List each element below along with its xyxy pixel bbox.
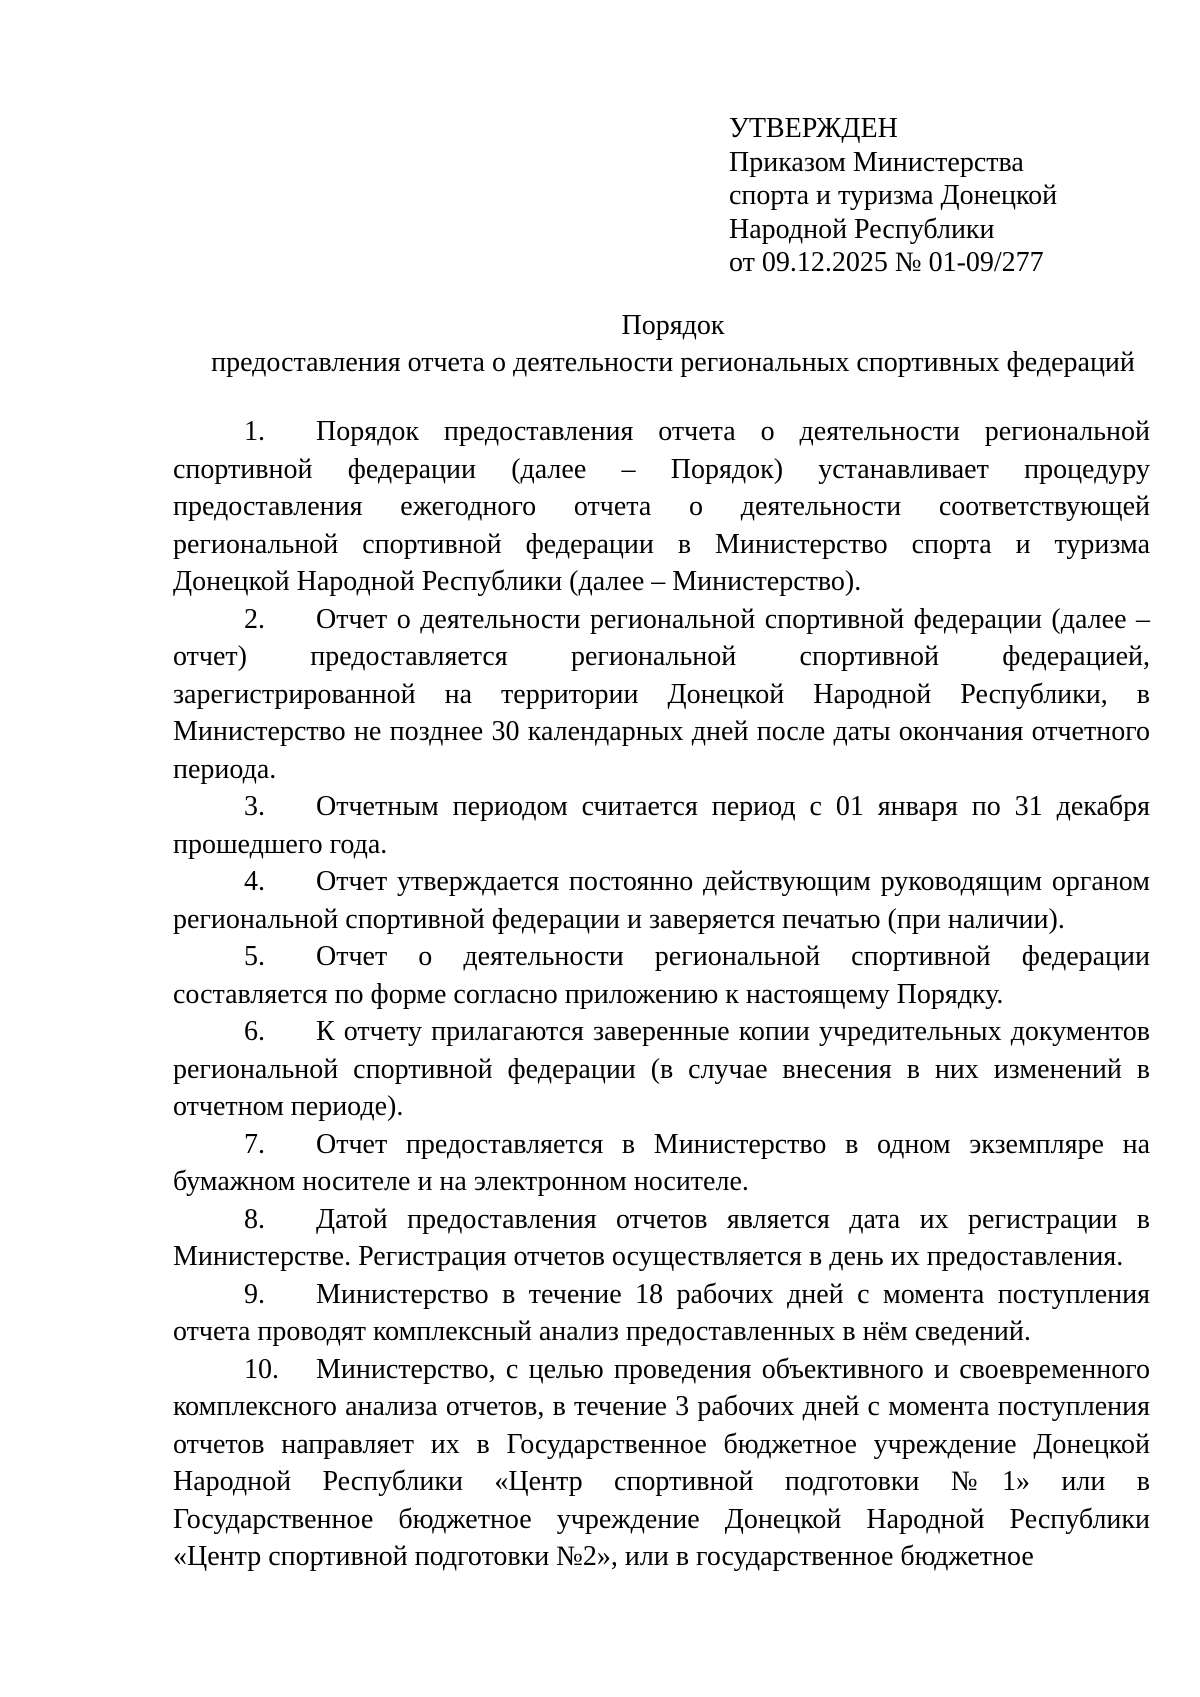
item-text: К отчету прилагаются заверенные копии учредительных документов региональной спортивной федерации (в случае внесения в них изменений в отчетном периоде). [173,1016,1150,1122]
list-item [173,938,1150,1013]
title-subheading: предоставления отчета о деятельности региональных спортивных федераций [211,347,1135,378]
item-number: 7. [244,1128,265,1160]
list-item [173,601,1150,789]
item-text: Министерство в течение 18 рабочих дней с момента поступления отчета проводят комплексный анализ предоставленных в нём сведений. [173,1278,1150,1347]
item-number: 3. [244,791,265,822]
item-number: 4. [244,866,265,897]
list-item [173,863,1150,938]
item-text: Отчет предоставляется в Министерство в одном экземпляре на бумажном носителе и на электронном носителе. [173,1128,1150,1197]
list-item [173,788,1150,863]
approval-line: Народной Республики [729,213,995,245]
list-item [173,1276,1150,1351]
item-number: 5. [244,941,265,972]
approval-stamp-block [729,112,1057,280]
list-item [173,413,1150,601]
item-number: 2. [244,603,265,635]
approval-line: спорта и туризма Донецкой [729,180,1058,211]
list-item [173,1351,1150,1576]
approval-line: УТВЕРЖДЕН [729,113,898,144]
document-body [173,413,1150,1576]
approval-line: Приказом Министерства [729,146,1024,178]
item-text: Отчетным периодом считается период с 01 января по 31 декабря прошедшего года. [173,791,1150,860]
item-text: Отчет о деятельности региональной спортивной федерации (далее – отчет) предоставляется региональной спортивной федерацией, зарегистрированной на территории Донецкой Народной Республики, в Министерство не позднее 30 календарных дней после даты окончания отчетного периода. [173,603,1150,785]
item-text: Порядок предоставления отчета о деятельности региональной спортивной федерации (далее – Порядок) устанавливает процедуру предоставления ежегодного отчета о деятельности соответствующей региональной спортивной федерации в Министерство спорта и туризма Донецкой Народной Республики (далее – Министерство). [173,416,1150,597]
item-number: 8. [244,1203,265,1235]
item-text: Отчет утверждается постоянно действующим руководящим органом региональной спортивной федерации и заверяется печатью (при наличии). [173,866,1150,935]
list-item [173,1013,1150,1126]
item-number: 10. [244,1353,279,1385]
document-title [173,307,1173,381]
item-number: 1. [244,416,265,447]
item-text: Отчет о деятельности региональной спортивной федерации составляется по форме согласно приложению к настоящему Порядку. [173,941,1150,1010]
item-text: Датой предоставления отчетов является дата их регистрации в Министерстве. Регистрация отчетов осуществляется в день их предоставления. [173,1203,1150,1272]
item-number: 6. [244,1016,265,1047]
title-heading: Порядок [621,310,725,341]
list-item [173,1201,1150,1276]
item-number: 9. [244,1278,265,1310]
list-item [173,1126,1150,1201]
item-text: Министерство, с целью проведения объективного и своевременного комплексного анализа отчетов, в течение 3 рабочих дней с момента поступления отчетов направляет их в Государственное бюджетное учреждение Донецкой Народной Республики «Центр спортивной подготовки №1» или в Государственное бюджетное учреждение Донецкой Народной Республики «Центр спортивной подготовки №2», или в государственное бюджетное [173,1353,1150,1572]
approval-line: от 09.12.2025 № 01-09/277 [729,247,1044,278]
